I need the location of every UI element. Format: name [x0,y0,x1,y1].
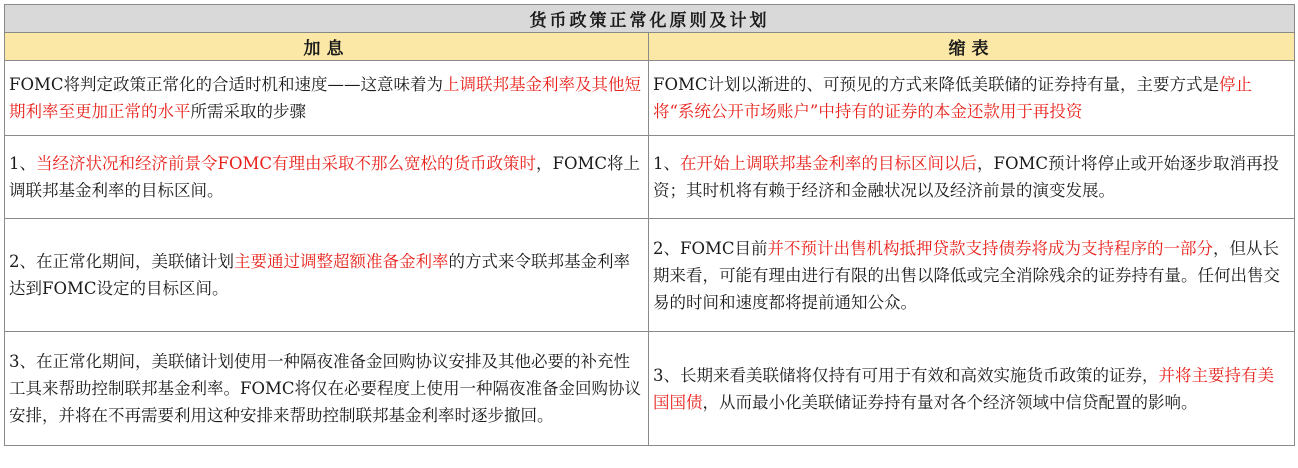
cell-text: 所需采取的步骤 [190,102,306,121]
cell-text: ，FOMC预计将停止或开始逐步取消再投资；其时机将有赖于经济和金融状况以及经济前景的演变发展。 [653,154,1279,200]
cell-text: ，FOMC将上调联邦基金利率的目标区间。 [9,154,640,200]
table-cell [649,332,1295,446]
cell-text: 2、在正常化期间，美联储计划 [9,252,234,271]
cell-text: FOMC计划以渐进的、可预见的方式来降低美联储的证券持有量，主要方式是 [653,75,1219,94]
cell-text: ，但从长期来看，可能有理由进行有限的出售以降低或完全消除残余的证券持有量。任何出售交易的时间和速度都将提前通知公众。 [653,238,1280,312]
table-cell [649,219,1295,332]
table-title: 货币政策正常化原则及计划 [5,5,1295,33]
cell-text: 的方式来令联邦基金利率达到FOMC设定的目标区间。 [9,252,630,298]
policy-table [4,4,1295,446]
table-cell [649,136,1295,219]
cell-text: FOMC将判定政策正常化的合适时机和速度——这意味着为 [9,75,443,94]
cell-text: 1、 [9,154,36,173]
column-header-balance-sheet: 缩表 [649,33,1295,61]
highlighted-text: 并不预计出售机构抵押贷款支持债券将成为支持程序的一部分 [767,238,1213,258]
table-cell [5,61,649,136]
cell-text: 3、长期来看美联储将仅持有可用于有效和高效实施货币政策的证券， [653,365,1159,385]
table-row [5,219,1295,332]
highlighted-text: 上调联邦基金利率及其他短期利率至更加正常的水平 [9,75,641,121]
column-header-rate-hike: 加息 [5,33,649,61]
highlighted-text: 停止将“系统公开市场账户”中持有的证券的本金还款用于再投资 [653,75,1252,121]
cell-text: 2、FOMC目前 [653,238,768,258]
highlighted-text: 主要通过调整超额准备金利率 [234,252,449,271]
table-row [5,61,1295,136]
cell-text: 3、在正常化期间，美联储计划使用一种隔夜准备金回购协议安排及其他必要的补充性工具来帮助控制联邦基金利率。FOMC将仅在必要程度上使用一种隔夜准备金回购协议安排，并将在不再需要利用这种安排来帮助控制联邦基金利率时逐步撤回。 [9,352,641,425]
highlighted-text: 在开始上调联邦基金利率的目标区间以后 [680,154,977,173]
table-cell [5,219,649,332]
table-cell [5,136,649,219]
table-row [5,332,1295,446]
table-cell [649,61,1295,136]
table-cell [5,332,649,446]
cell-text: ，从而最小化美联储证券持有量对各个经济领域中信贷配置的影响。 [702,392,1198,412]
table-row [5,136,1295,219]
highlighted-text: 并将主要持有美国国债 [653,365,1274,412]
highlighted-text: 当经济状况和经济前景令FOMC有理由采取不那么宽松的货币政策时 [36,154,536,173]
cell-text: 1、 [653,154,680,173]
